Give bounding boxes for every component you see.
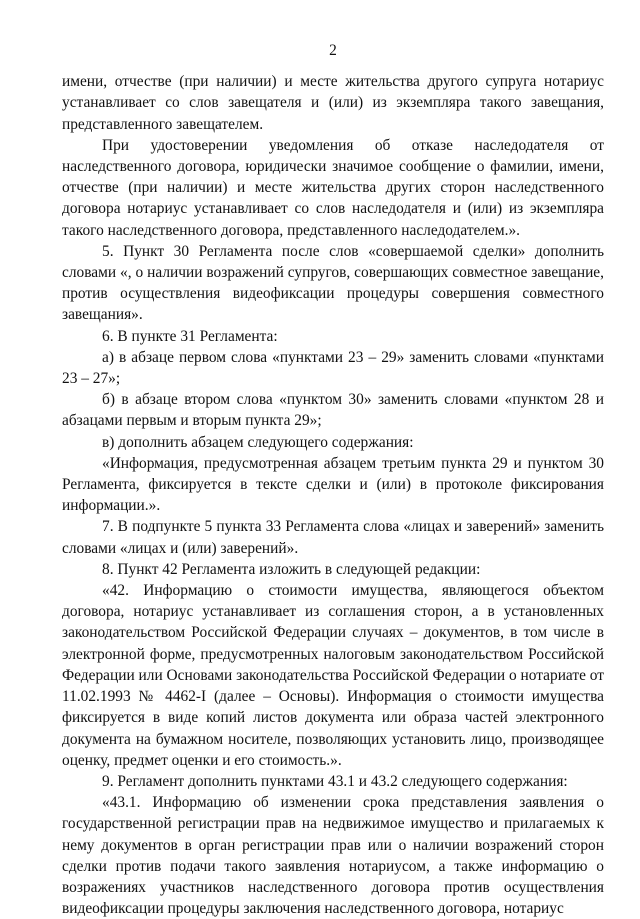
paragraph: 9. Регламент дополнить пунктами 43.1 и 43.2 следующего содержания: xyxy=(102,772,568,790)
document-body xyxy=(62,71,604,919)
paragraph: При удостоверении уведомления об отказе наследодателя от наследственного договора, юридически значимое сообщение о фамилии, имени, отчестве (при наличии) и месте жительства других сторон наследственного договора нотариус устанавливает со слов наследодателя и (или) из экземпляра такого наследственного договора, представленного наследодателем.». xyxy=(62,136,604,239)
paragraph: «42. Информацию о стоимости имущества, являющегося объектом договора, нотариус устанавливает из соглашения сторон, а в установленных законодательством Российской Федерации случаях – документов, в том числе в электронной форме, предусмотренных налоговым законодательством Российской Федерации или Основами законодательства Российской Федерации о нотариате от 11.02.1993 № 4462-I (далее – Основы). Информация о стоимости имущества фиксируется в виде копий листов документа или образа частей электронного документа на бумажном носителе, позволяющих установить лицо, производящее оценку, предмет оценки и его стоимость.». xyxy=(62,582,604,769)
paragraph: 7. В подпункте 5 пункта 33 Регламента слова «лицах и заверений» заменить словами «лицах и (или) заверений». xyxy=(62,518,604,557)
paragraph: «43.1. Информацию об изменении срока представления заявления о государственной регистрации прав на недвижимое имущество и прилагаемых к нему документов в орган регистрации прав или о наличии возражений сторон сделки против подачи такого заявления нотариусом, а также информацию о возражениях участников наследственного договора против осуществления видеофиксации процедуры заключения наследственного договора, нотариус xyxy=(62,794,604,918)
page-number: 2 xyxy=(329,42,337,59)
paragraph: имени, отчестве (при наличии) и месте жительства другого супруга нотариус устанавливает со слов завещателя и (или) из экземпляра такого завещания, представленного завещателем. xyxy=(62,73,604,133)
paragraph: «Информация, предусмотренная абзацем третьим пункта 29 и пунктом 30 Регламента, фиксируется в тексте сделки и (или) в протоколе фиксирования информации.». xyxy=(62,454,604,515)
paragraph: 8. Пункт 42 Регламента изложить в следующей редакции: xyxy=(102,560,481,578)
paragraph: б) в абзаце втором слова «пунктом 30» заменить словами «пунктом 28 и абзацами первым и вторым пункта 29»; xyxy=(62,391,604,430)
paragraph: а) в абзаце первом слова «пунктами 23 – 29» заменить словами «пунктами 23 – 27»; xyxy=(62,348,604,388)
paragraph: 5. Пункт 30 Регламента после слов «совершаемой сделки» дополнить словами «, о наличии возражений супругов, совершающих совместное завещание, против осуществления видеофиксации процедуры совершения совместного завещания». xyxy=(62,242,604,324)
paragraph: 6. В пункте 31 Регламента: xyxy=(102,327,278,345)
paragraph: в) дополнить абзацем следующего содержания: xyxy=(102,433,414,451)
